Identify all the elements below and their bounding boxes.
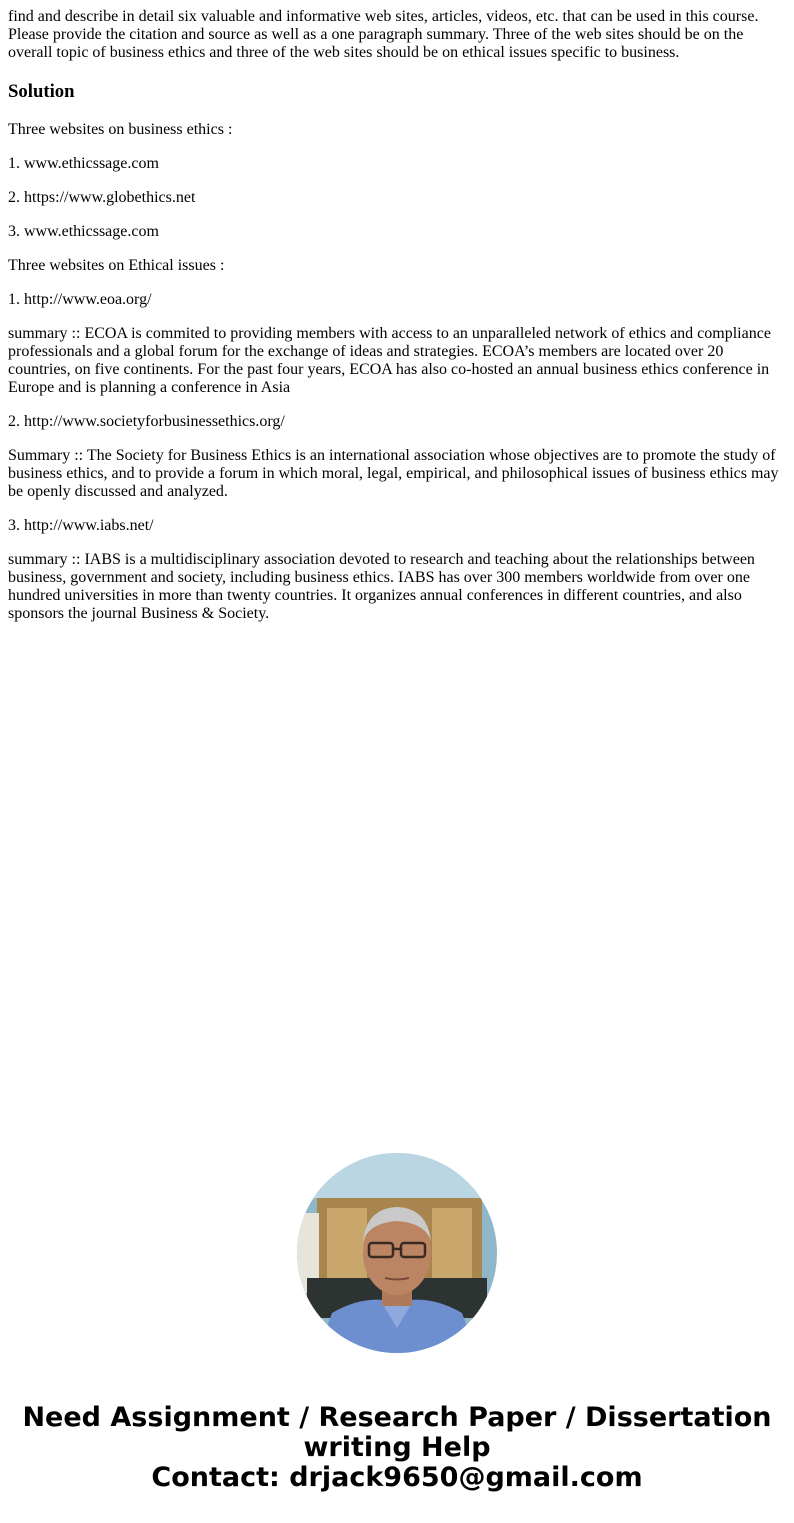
ethical-issue-url: 1. http://www.eoa.org/ xyxy=(8,291,152,308)
person-photo-icon xyxy=(297,1153,497,1353)
ethical-issues-intro: Three websites on Ethical issues : xyxy=(8,257,225,274)
ethical-issue-url: 3. http://www.iabs.net/ xyxy=(8,517,154,534)
contact-banner xyxy=(0,1403,794,1493)
contact-email: Contact: drjack9650@gmail.com xyxy=(151,1462,643,1493)
cta-line: writing Help xyxy=(303,1432,491,1463)
ethical-issue-summary: Summary :: The Society for Business Ethics is an international association whose objectives are to promote the study of business ethics, and to provide a forum in which moral, legal, empirical, and philosophical issues of business ethics may be openly discussed and analyzed. xyxy=(8,447,779,500)
document-body xyxy=(8,8,786,639)
avatar xyxy=(297,1153,497,1353)
ethical-issue-summary: summary :: IABS is a multidisciplinary association devoted to research and teaching about the relationships between business, government and society, including business ethics. IABS has over 300 members worldwide from over one hundred universities in more than twenty countries. It organizes annual conferences in different countries, and also sponsors the journal Business & Society. xyxy=(8,551,755,622)
business-ethics-item: 3. www.ethicssage.com xyxy=(8,223,159,240)
ethical-issue-url: 2. http://www.societyforbusinessethics.org/ xyxy=(8,413,285,430)
business-ethics-item: 2. https://www.globethics.net xyxy=(8,189,196,206)
business-ethics-item: 1. www.ethicssage.com xyxy=(8,155,159,172)
ethical-issue-summary: summary :: ECOA is commited to providing members with access to an unparalleled network of ethics and compliance professionals and a global forum for the exchange of ideas and strategies. ECOA’s members are located over 20 countries, on five continents. For the past four years, ECOA has also co-hosted an annual business ethics conference in Europe and is planning a conference in Asia xyxy=(8,325,771,396)
business-ethics-intro: Three websites on business ethics : xyxy=(8,121,233,138)
question-text: find and describe in detail six valuable and informative web sites, articles, videos, etc. that can be used in this course. Please provide the citation and source as well as a one paragraph summary. Three of the web sites should be on the overall topic of business ethics and three of the web sites should be on ethical issues specific to business. xyxy=(8,8,759,61)
cta-line: Need Assignment / Research Paper / Dissertation xyxy=(22,1402,772,1433)
solution-heading: Solution xyxy=(8,81,75,102)
